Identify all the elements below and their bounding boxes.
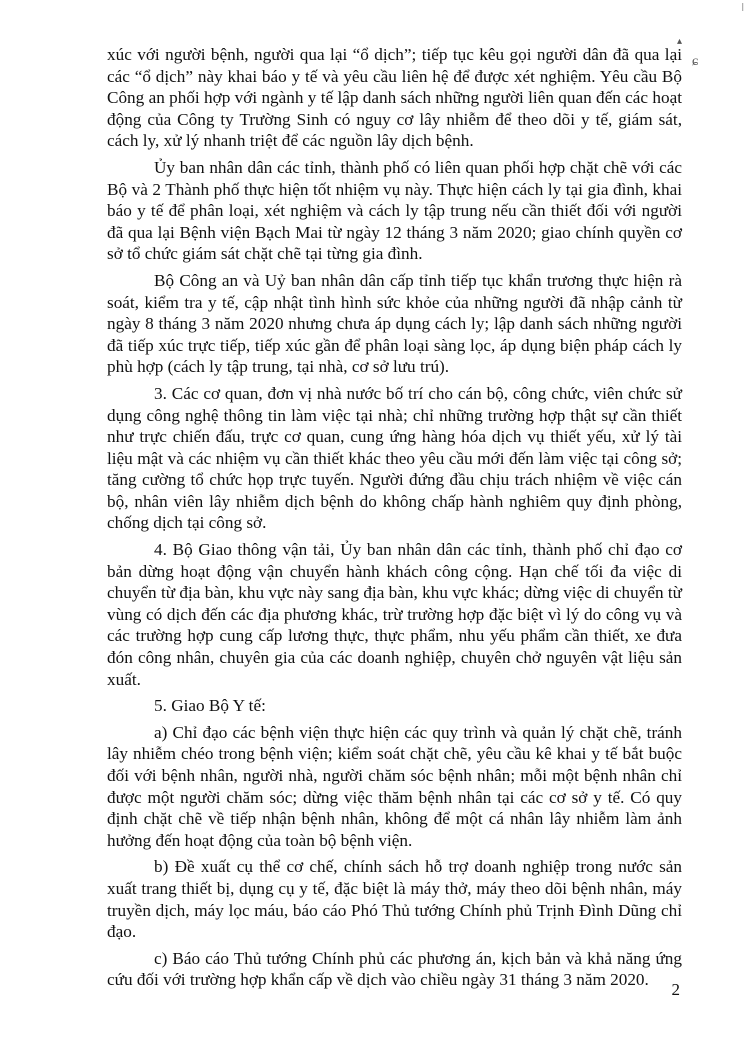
paragraph: b) Đề xuất cụ thể cơ chế, chính sách hỗ trợ doanh nghiệp trong nước sản xuất trang thiết bị, dụng cụ y tế, đặc biệt là máy thở, máy theo dõi bệnh nhân, máy truyền dịch, máy lọc máu, báo cáo Phó Thủ tướng Chính phủ Trịnh Đình Dũng chỉ đạo. (107, 857, 682, 942)
scan-mark: ▴ (677, 36, 683, 47)
paragraph: a) Chỉ đạo các bệnh viện thực hiện các quy trình và quản lý chặt chẽ, tránh lây nhiễm chéo trong bệnh viện; kiểm soát chặt chẽ, yêu cầu kê khai y tế bắt buộc đối với bệnh nhân, người nhà, người chăm sóc bệnh nhân; mỗi một bệnh nhân chỉ được một người chăm sóc; dừng việc thăm bệnh nhân tại các cơ sở y tế. Có quy định chặt chẽ về tiếp nhận bệnh nhân, không để một cá nhân lây nhiễm làm ảnh hưởng đến hoạt động của toàn bộ bệnh viện. (107, 722, 682, 850)
page-number: 2 (671, 980, 680, 999)
document-body (107, 44, 682, 996)
paragraph: xúc với người bệnh, người qua lại “ổ dịch”; tiếp tục kêu gọi người dân đã qua lại các “ổ dịch” này khai báo y tế và yêu cầu liên hệ để được xét nghiệm. Yêu cầu Bộ Công an phối hợp với ngành y tế lập danh sách những người liên quan đến các hoạt động của Công ty Trường Sinh có nguy cơ lây nhiễm để theo dõi y tế, giám sát, cách ly, xử lý nhanh triệt để các nguồn lây dịch bệnh. (107, 45, 682, 151)
paragraph: 3. Các cơ quan, đơn vị nhà nước bố trí cho cán bộ, công chức, viên chức sử dụng công nghệ thông tin làm việc tại nhà; chỉ những trường hợp thật sự cần thiết như trực chiến đấu, trực cơ quan, cung ứng hàng hóa dịch vụ thiết yếu, xử lý tài liệu mật và các nhiệm vụ cần thiết khác theo yêu cầu mới đến làm việc tại công sở; tăng cường tổ chức họp trực tuyến. Người đứng đầu chịu trách nhiệm về việc cán bộ, nhân viên lây nhiễm dịch bệnh do không chấp hành nghiêm quy định phòng, chống dịch tại công sở. (107, 383, 682, 533)
paragraph: 4. Bộ Giao thông vận tải, Ủy ban nhân dân các tỉnh, thành phố chỉ đạo cơ bản dừng hoạt động vận chuyển hành khách công cộng. Hạn chế tối đa việc di chuyển từ địa bàn, khu vực này sang địa bàn, khu vực khác; dừng việc di chuyển từ vùng có dịch đến các địa phương khác, trừ trường hợp đặc biệt vì lý do công vụ và các trường hợp cung cấp lương thực, thực phẩm, nhu yếu phẩm cần thiết, xe đưa đón công nhân, chuyên gia của các doanh nghiệp, chuyên chở nguyên vật liệu sản xuất. (107, 540, 682, 689)
scan-mark: ɕ (692, 54, 699, 69)
paragraph: Bộ Công an và Uỷ ban nhân dân cấp tỉnh tiếp tục khẩn trương thực hiện rà soát, kiểm tra y tế, cập nhật tình hình sức khỏe của những người đã nhập cảnh từ ngày 8 tháng 3 năm 2020 nhưng chưa áp dụng cách ly; lập danh sách những người đã tiếp xúc trực tiếp, tiếp xúc gần để phân loại sàng lọc, áp dụng biện pháp cách ly phù hợp (cách ly tập trung, tại nhà, cơ sở lưu trú). (107, 270, 682, 377)
scan-mark: ǀ (741, 0, 744, 14)
paragraph: 5. Giao Bộ Y tế: (154, 696, 266, 716)
paragraph: c) Báo cáo Thủ tướng Chính phủ các phương án, kịch bản và khả năng ứng cứu đối với trường hợp khẩn cấp về dịch vào chiều ngày 31 tháng 3 năm 2020. (107, 948, 682, 990)
paragraph: Ủy ban nhân dân các tỉnh, thành phố có liên quan phối hợp chặt chẽ với các Bộ và 2 Thành phố thực hiện tốt nhiệm vụ này. Thực hiện cách ly tại gia đình, khai báo y tế để phân loại, xét nghiệm và cách ly tập trung nếu cần thiết đối với người đã qua lại Bệnh viện Bạch Mai từ ngày 12 tháng 3 năm 2020; giao chính quyền cơ sở tổ chức giám sát chặt chẽ tại từng gia đình. (107, 157, 682, 264)
